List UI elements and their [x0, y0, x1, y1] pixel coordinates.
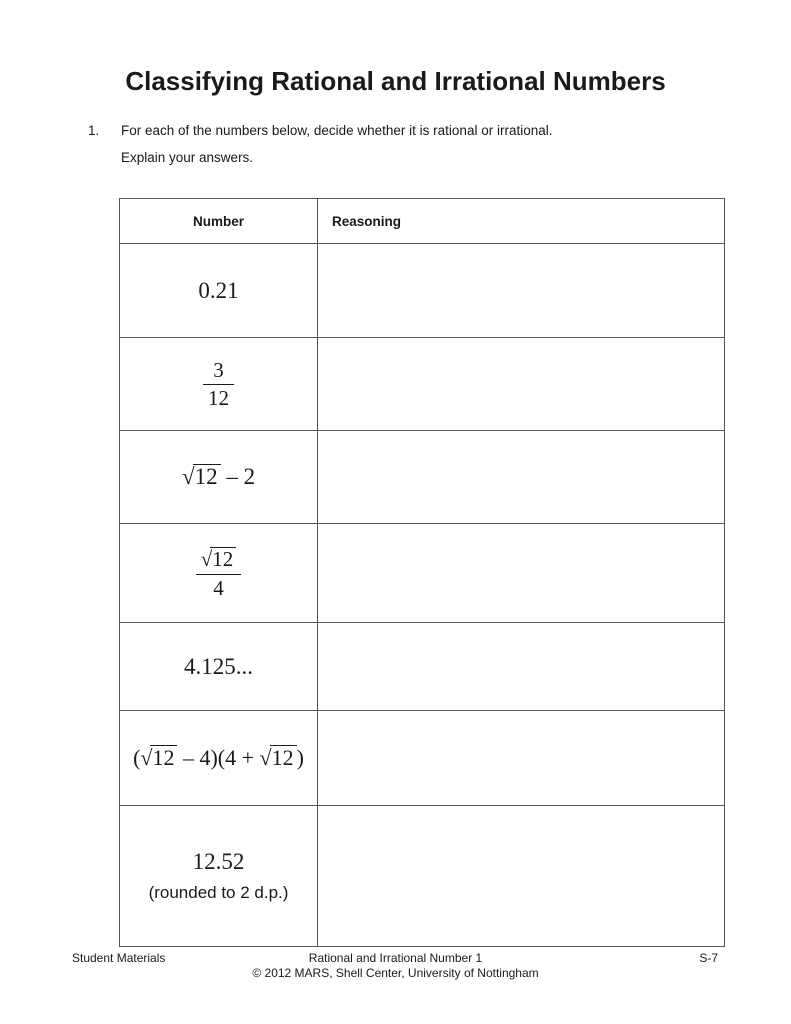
rounded-number: [120, 849, 317, 903]
fraction-numerator: [196, 547, 242, 575]
reasoning-cell-6: [318, 711, 725, 806]
close-paren: ): [296, 745, 304, 770]
reasoning-cell-3: [318, 431, 725, 524]
footer-left: Student Materials: [72, 951, 166, 965]
number-cell-1: [120, 244, 318, 338]
rounding-note: (rounded to 2 d.p.): [148, 883, 289, 902]
reasoning-cell-7: [318, 806, 725, 947]
open-paren: (: [133, 745, 141, 770]
page-title: Classifying Rational and Irrational Numbers: [125, 66, 666, 96]
table-row: [120, 711, 725, 806]
number-value-7: 12.52: [192, 849, 245, 874]
reasoning-cell-5: [318, 623, 725, 711]
reasoning-cell-1: [318, 244, 725, 338]
square-root: [260, 745, 297, 770]
fraction-denominator: 12: [208, 385, 229, 410]
table-row: [120, 524, 725, 623]
column-header-number: Number: [120, 199, 318, 244]
table-row: [120, 244, 725, 338]
sqrt-expression: [182, 464, 255, 489]
radicand: 12: [193, 464, 221, 490]
radical-sign: √: [200, 547, 213, 572]
instruction-number: 1.: [88, 123, 100, 138]
number-cell-2: [120, 338, 318, 431]
instruction-block: [88, 117, 688, 171]
page-footer: [0, 951, 791, 981]
number-cell-5: [120, 623, 318, 711]
number-value-1: 0.21: [198, 277, 239, 303]
square-root: [140, 745, 177, 770]
instruction-text: [121, 117, 552, 171]
number-value-5: 4.125...: [184, 653, 253, 679]
expression-tail: – 2: [220, 464, 256, 489]
fraction-numerator: 3: [203, 360, 234, 385]
number-cell-6: [120, 711, 318, 806]
column-header-reasoning: Reasoning: [318, 199, 725, 244]
instruction-line-2: Explain your answers.: [121, 150, 254, 165]
number-cell-7: [120, 806, 318, 947]
fraction: [196, 547, 242, 599]
reasoning-cell-2: [318, 338, 725, 431]
square-root: [182, 464, 221, 489]
numbers-table: [119, 198, 725, 947]
instruction-line-1: For each of the numbers below, decide whether it is rational or irrational.: [121, 123, 553, 138]
table-row: [120, 431, 725, 524]
radicand: 12: [150, 745, 177, 770]
number-cell-4: [120, 524, 318, 623]
radical-sign: √: [259, 745, 272, 770]
radicand: 12: [210, 547, 236, 571]
table-header-row: [120, 199, 725, 244]
fraction: [203, 357, 234, 410]
radicand: 12: [270, 745, 297, 770]
footer-copyright: © 2012 MARS, Shell Center, University of Nottingham: [252, 966, 539, 980]
table-row: [120, 806, 725, 947]
expression-middle: – 4)(4 +: [177, 745, 260, 770]
footer-document-title: Rational and Irrational Number 1: [308, 951, 483, 965]
product-expression: [133, 745, 304, 770]
reasoning-cell-4: [318, 524, 725, 623]
footer-page-number: S-7: [699, 951, 718, 965]
fraction-denominator: 4: [213, 575, 224, 600]
number-cell-3: [120, 431, 318, 524]
square-root: [201, 547, 237, 571]
radical-sign: √: [181, 464, 195, 489]
radical-sign: √: [140, 745, 153, 770]
table-row: [120, 338, 725, 431]
table-row: [120, 623, 725, 711]
